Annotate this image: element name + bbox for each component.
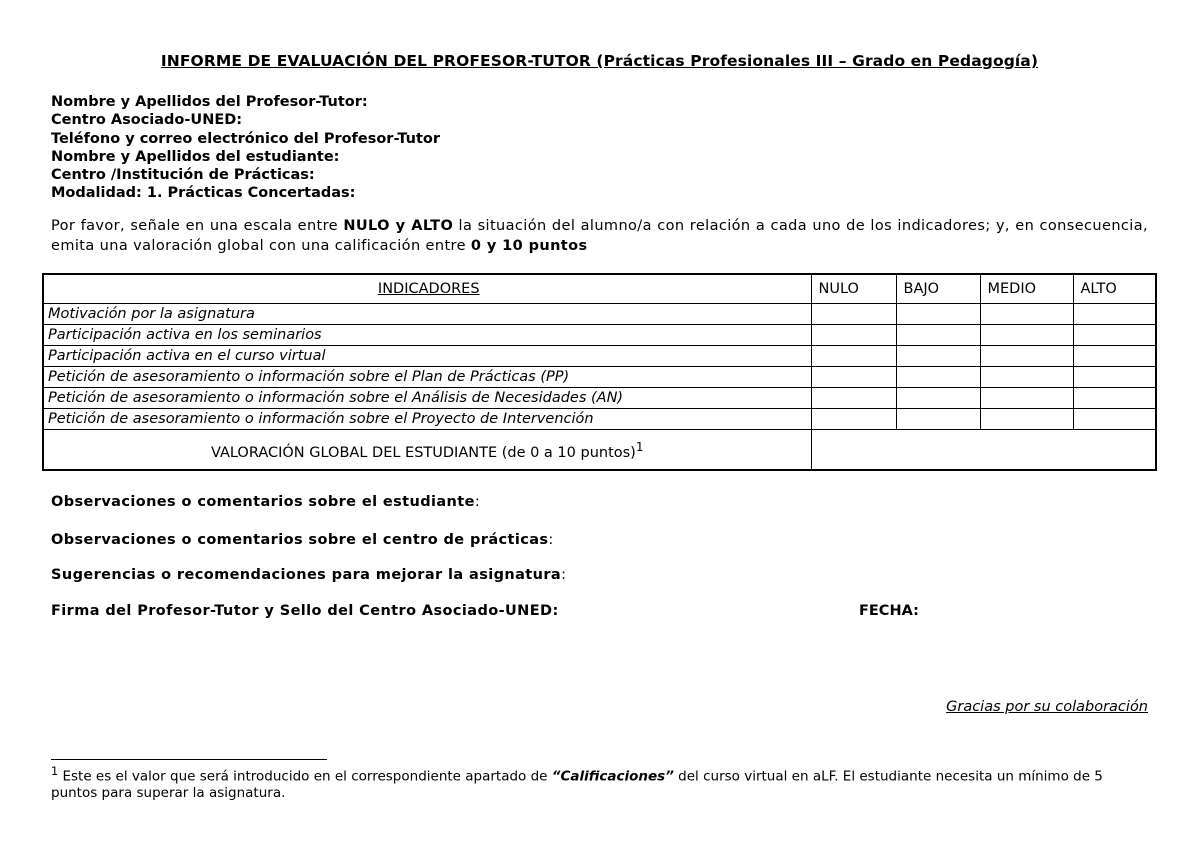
colon: : [474,494,481,510]
instructions-part1: Por favor, señale en una escala entre [51,217,344,234]
cell-medio[interactable] [980,388,1073,409]
footnote-part1: Este es el valor que será introducido en el correspondiente apartado de [58,768,552,785]
footnote-mark: 1 [51,765,59,778]
cell-nulo[interactable] [811,304,896,325]
suggestions-text: Sugerencias o recomendaciones para mejorar la asignatura [51,567,562,583]
table-row [43,325,1156,346]
cell-medio[interactable] [980,367,1073,388]
cell-nulo[interactable] [811,367,896,388]
thanks-text: Gracias por su colaboración [946,699,1148,715]
global-score-cell[interactable] [811,430,1156,471]
cell-nulo[interactable] [811,409,896,430]
document-title: INFORME DE EVALUACIÓN DEL PROFESOR-TUTOR (Prácticas Profesionales III – Grado en Pedagogía) [160,52,1039,70]
date-label: FECHA: [859,603,919,619]
field-student-name: Nombre y Apellidos del estudiante: [51,148,340,165]
field-tutor-name: Nombre y Apellidos del Profesor-Tutor: [51,94,368,110]
instructions-bold1: NULO y ALTO [343,217,454,234]
table-row [43,409,1156,430]
cell-nulo[interactable] [811,325,896,346]
header-nulo: NULO [811,274,896,304]
cell-nulo[interactable] [811,388,896,409]
signature-label: Firma del Profesor-Tutor y Sello del Centro Asociado-UNED: [51,603,559,619]
cell-bajo[interactable] [896,325,980,346]
instructions-text [51,216,1148,256]
field-tutor-contact: Teléfono y correo electrónico del Profesor-Tutor [51,130,440,147]
table-row [43,388,1156,409]
field-center: Centro Asociado-UNED: [51,112,243,129]
indicator-label: Participación activa en el curso virtual [43,346,811,367]
cell-bajo[interactable] [896,304,980,325]
obs-student-label [51,494,480,510]
cell-medio[interactable] [980,325,1073,346]
indicator-label: Petición de asesoramiento o información sobre el Plan de Prácticas (PP) [43,367,811,388]
footnote-divider [51,759,327,760]
cell-alto[interactable] [1073,325,1156,346]
instructions-bold2: 0 y 10 puntos [470,237,588,254]
header-alto: ALTO [1073,274,1156,304]
header-indicadores: INDICADORES [43,274,811,304]
suggestions-label [51,567,566,583]
document-page [51,52,1148,256]
cell-bajo[interactable] [896,346,980,367]
obs-center-label [51,532,554,548]
instructions-part2: la situación del alumno/a con relación a cada uno de los indicadores; y, en consecuencia, emita una valoración global con una calificación entre [51,217,1149,254]
footnote-part2: del curso virtual en aLF. El estudiante necesita un mínimo de 5 puntos para superar la asignatura. [51,768,1103,801]
global-score-label [43,430,811,471]
cell-nulo[interactable] [811,346,896,367]
global-score-text: VALORACIÓN GLOBAL DEL ESTUDIANTE (de 0 a 10 puntos) [210,444,636,461]
indicator-label: Petición de asesoramiento o información sobre el Análisis de Necesidades (AN) [43,388,811,409]
colon: : [548,532,554,548]
cell-alto[interactable] [1073,409,1156,430]
header-bajo: BAJO [896,274,980,304]
cell-medio[interactable] [980,409,1073,430]
colon: : [561,567,567,583]
footnote [51,764,1148,802]
cell-bajo[interactable] [896,367,980,388]
table-row [43,304,1156,325]
footnote-emph: “Calificaciones” [551,768,674,785]
cell-alto[interactable] [1073,346,1156,367]
field-institution: Centro /Institución de Prácticas: [51,167,315,184]
cell-bajo[interactable] [896,409,980,430]
obs-center-text: Observaciones o comentarios sobre el centro de prácticas [51,532,549,548]
table-row [43,367,1156,388]
global-score-row [43,430,1156,471]
table-header-row [43,274,1156,304]
obs-student-text: Observaciones o comentarios sobre el estudiante [51,494,475,510]
cell-medio[interactable] [980,346,1073,367]
cell-alto[interactable] [1073,367,1156,388]
indicator-label: Motivación por la asignatura [43,304,811,325]
cell-bajo[interactable] [896,388,980,409]
cell-alto[interactable] [1073,304,1156,325]
footnote-ref: 1 [635,439,644,454]
indicator-label: Participación activa en los seminarios [43,325,811,346]
cell-medio[interactable] [980,304,1073,325]
evaluation-table [42,273,1157,471]
cell-alto[interactable] [1073,388,1156,409]
indicator-label: Petición de asesoramiento o información sobre el Proyecto de Intervención [43,409,811,430]
header-medio: MEDIO [980,274,1073,304]
field-modality: Modalidad: 1. Prácticas Concertadas: [51,185,356,202]
table-row [43,346,1156,367]
